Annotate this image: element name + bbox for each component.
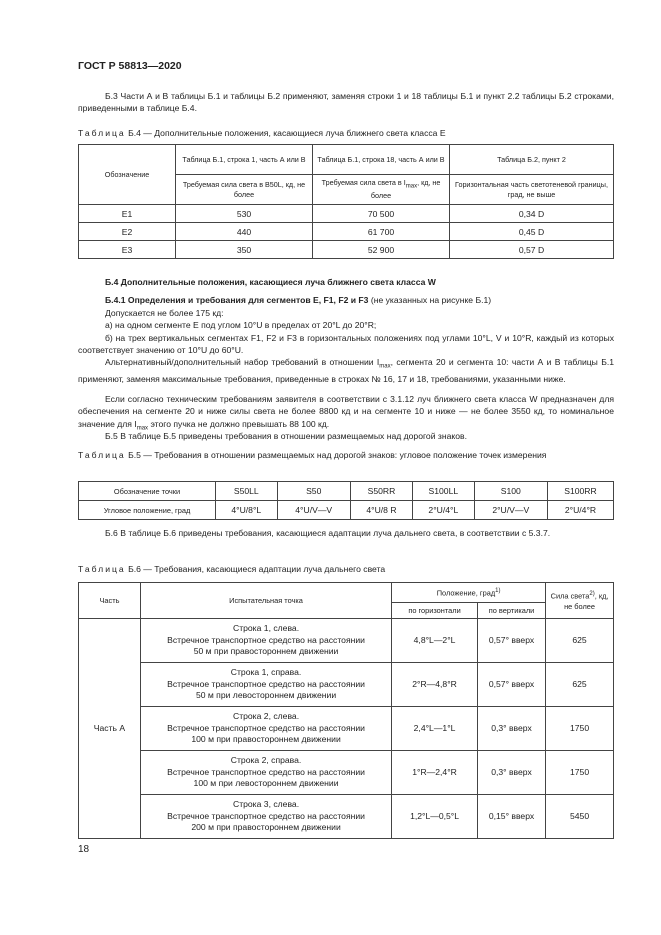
table-cell: 1°R—2,4°R <box>392 751 478 795</box>
table-cell: Строка 1, справа. Встречное транспортное средство на расстоянии 50 м при левостороннем движении <box>140 663 391 707</box>
paragraph-b6: Б.6 В таблице Б.6 приведены требования, касающиеся адаптации луча дальнего света, в соответствии с 5.3.7. <box>105 528 551 538</box>
table-cell: 0,57° вверх <box>477 619 545 663</box>
table-row <box>79 751 614 795</box>
table-cell: 2°U/4°R <box>547 501 613 520</box>
table-b4 <box>78 144 614 259</box>
table-cell: 625 <box>546 663 614 707</box>
t6-part-header: Часть <box>79 583 141 619</box>
paragraph-b3: Б.3 Части А и В таблицы Б.1 и таблицы Б.2 применяют, заменяя строки 1 и 18 таблицы Б.1 и пункт 2.2 таблицы Б.2 строками, приведенными в таблице Б.4. <box>78 91 614 114</box>
table-b4-caption <box>78 127 614 139</box>
t4-col3-bottom: Горизонтальная часть светотеневой границы, град, не выше <box>450 175 614 205</box>
t4-col3-top: Таблица Б.2, пункт 2 <box>450 145 614 175</box>
table-cell: 440 <box>176 223 313 241</box>
table-cell: 2°U/V—V <box>474 501 547 520</box>
t4-col1-bottom: Требуемая сила света в B50L, кд, не более <box>176 175 313 205</box>
table-cell: 530 <box>176 205 313 223</box>
table-row <box>79 619 614 663</box>
section-heading-b4: Б.4 Дополнительные положения, касающиеся луча ближнего света класса W <box>105 277 436 287</box>
table-row <box>79 795 614 839</box>
table-cell: 0,57 D <box>450 241 614 259</box>
caption-text: Б.6 — Требования, касающиеся адаптации луча дальнего света <box>128 564 386 574</box>
table-cell: 0,3° вверх <box>477 751 545 795</box>
table-cell: 70 500 <box>313 205 450 223</box>
table-cell: S100LL <box>413 482 475 501</box>
table-cell: E1 <box>79 205 176 223</box>
table-cell: 0,45 D <box>450 223 614 241</box>
table-cell: 2°R—4,8°R <box>392 663 478 707</box>
table-row <box>79 205 614 223</box>
table-cell: 0,15° вверх <box>477 795 545 839</box>
t6-part-a: Часть А <box>79 619 141 839</box>
table-cell: 625 <box>546 619 614 663</box>
table-cell: 1750 <box>546 751 614 795</box>
paragraph-b5: Б.5 В таблице Б.5 приведены требования в отношении размещаемых над дорогой знаков. <box>105 431 467 441</box>
t6-position-header: Положение, град$^{1)}$ <box>392 583 546 603</box>
table-cell: Строка 2, слева. Встречное транспортное средство на расстоянии 100 м при правостороннем движении <box>140 707 391 751</box>
table-cell: S100RR <box>547 482 613 501</box>
table-cell: 4°U/8 R <box>350 501 412 520</box>
paragraph-allowed: Допускается не более 175 кд: <box>105 307 224 318</box>
table-cell: 4,8°L—2°L <box>392 619 478 663</box>
table-cell: 61 700 <box>313 223 450 241</box>
caption-label: Таблица <box>78 128 126 138</box>
table-cell: S50LL <box>216 482 278 501</box>
paragraph-alternative: Альтернативный/дополнительный набор требований в отношении $I_{max}$, сегмента 20 и сегмента 10: части А и В таблицы Б.1 применяют, заменяя максимальные требования, приведенные в строках № 16, 17 и 18, требованиями, указанными ниже. <box>78 357 615 385</box>
table-b5-caption <box>78 449 614 461</box>
paragraph-b41 <box>78 294 614 306</box>
page-number: 18 <box>78 844 90 855</box>
t4-col1-top: Таблица Б.1, строка 1, часть А или В <box>176 145 313 175</box>
t6-horizontal-header: по горизонтали <box>392 603 478 619</box>
table-b5 <box>78 481 614 520</box>
table-cell: E3 <box>79 241 176 259</box>
table-cell: 5450 <box>546 795 614 839</box>
t4-designation-header: Обозначение <box>79 145 176 205</box>
table-b6-caption <box>78 563 614 575</box>
table-cell: Строка 1, слева. Встречное транспортное средство на расстоянии 50 м при правостороннем движении <box>140 619 391 663</box>
table-cell: 1750 <box>546 707 614 751</box>
table-cell: Строка 3, слева. Встречное транспортное средство на расстоянии 200 м при правостороннем движении <box>140 795 391 839</box>
table-cell: 4°U/V—V <box>277 501 350 520</box>
t6-intensity-header: Сила света$^{2)}$, кд, не более <box>546 583 614 619</box>
caption-text: Б.5 — Требования в отношении размещаемых над дорогой знаков: угловое положение точек измерения <box>128 450 547 460</box>
table-cell: 0,3° вверх <box>477 707 545 751</box>
table-row <box>79 707 614 751</box>
paragraph-applicant: Если согласно техническим требованиям заявителя в соответствии с 3.1.12 луч ближнего света класса W предназначен для обеспечения на сегменте 20 и ниже силы света не более 8800 кд и на сегменте 10 и ниже — не более 3550 кд, то номинальное значение для $I_{max}$ этого пучка не должно превышать 88 100 кд. <box>78 394 614 432</box>
table-cell: S50 <box>277 482 350 501</box>
table-cell: 52 900 <box>313 241 450 259</box>
t4-col2-bottom: Требуемая сила света в $I_{max}$, кд, не более <box>313 175 450 205</box>
table-cell: S50RR <box>350 482 412 501</box>
table-cell: 0,57° вверх <box>477 663 545 707</box>
caption-text: Б.4 — Дополнительные положения, касающиеся луча ближнего света класса Е <box>128 128 446 138</box>
t5-row2-label: Угловое положение, град <box>79 501 216 520</box>
document-header: ГОСТ Р 58813—2020 <box>78 60 182 72</box>
paragraph-item-b: б) на трех вертикальных сегментах F1, F2 и F3 в горизонтальных положениях под углами 10°L, V и 10°R, каждый из которых соответствует значению от 10°U до 60°U. <box>78 332 614 355</box>
table-cell: 1,2°L—0,5°L <box>392 795 478 839</box>
t4-col2-top: Таблица Б.1, строка 18, часть А или В <box>313 145 450 175</box>
table-cell: 2°U/4°L <box>413 501 475 520</box>
table-cell: Строка 2, справа. Встречное транспортное средство на расстоянии 100 м при левостороннем движении <box>140 751 391 795</box>
section-heading-b41: Б.4.1 Определения и требования для сегментов E, F1, F2 и F3 <box>105 295 369 305</box>
table-cell: 2,4°L—1°L <box>392 707 478 751</box>
table-cell: S100 <box>474 482 547 501</box>
paragraph-item-a: а) на одном сегменте Е под углом 10°U в пределах от 20°L до 20°R; <box>105 320 377 330</box>
table-cell: 350 <box>176 241 313 259</box>
table-cell: E2 <box>79 223 176 241</box>
table-row <box>79 223 614 241</box>
heading-note: (не указанных на рисунке Б.1) <box>368 295 492 305</box>
table-b6 <box>78 582 614 839</box>
t6-test-point-header: Испытательная точка <box>140 583 391 619</box>
t5-row1-label: Обозначение точки <box>79 482 216 501</box>
table-cell: 0,34 D <box>450 205 614 223</box>
caption-label: Таблица <box>78 450 126 460</box>
caption-label: Таблица <box>78 564 126 574</box>
table-row <box>79 241 614 259</box>
table-row <box>79 663 614 707</box>
table-row <box>79 482 614 501</box>
table-row <box>79 501 614 520</box>
t6-vertical-header: по вертикали <box>477 603 545 619</box>
table-cell: 4°U/8°L <box>216 501 278 520</box>
